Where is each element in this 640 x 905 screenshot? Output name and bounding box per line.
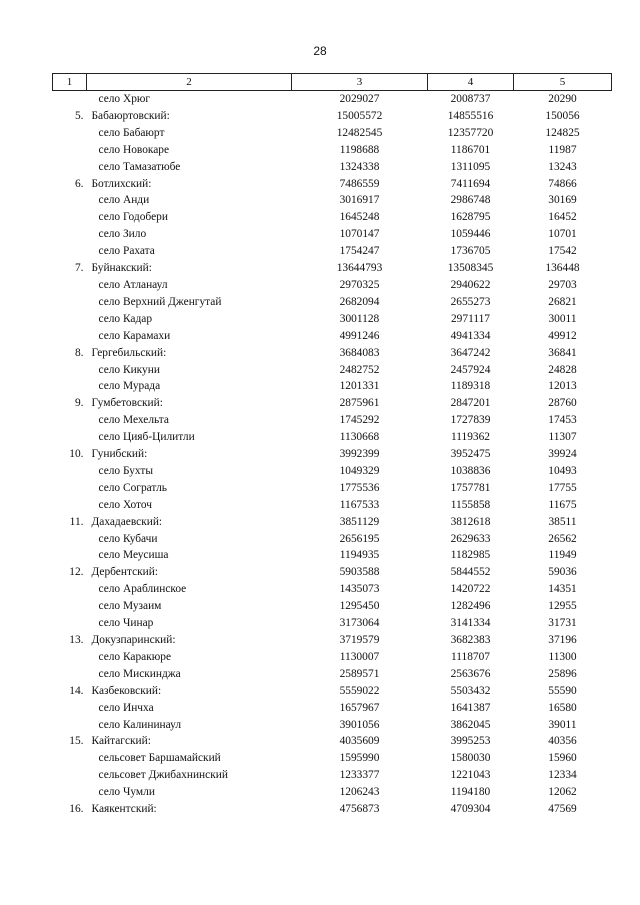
cell-col4: 1727839: [450, 414, 491, 427]
cell-col5: 30011: [548, 312, 577, 325]
row-index: 16.: [69, 803, 84, 816]
table-row: [53, 311, 612, 328]
cell-col3: 2970325: [339, 278, 380, 291]
table-row: [53, 598, 612, 615]
cell-col3: 1194935: [339, 549, 380, 562]
row-name: село Бабаюрт: [98, 126, 165, 139]
cell-col3: 3173064: [339, 617, 380, 630]
cell-col4: 4941334: [450, 329, 491, 342]
cell-col3: 2029027: [339, 93, 380, 105]
cell-col5: 17755: [548, 481, 577, 494]
cell-col5: 47569: [548, 803, 577, 816]
table-row: [53, 446, 612, 463]
cell-col4: 2655273: [450, 295, 491, 308]
row-index: [53, 429, 87, 446]
cell-col5: 28760: [548, 397, 577, 410]
cell-col4: 14855516: [447, 109, 494, 122]
cell-col3: 1775536: [339, 481, 380, 494]
cell-col5: 26562: [548, 532, 577, 545]
table-body: [53, 91, 612, 818]
cell-col4: 7411694: [450, 177, 491, 190]
cell-col4: 1736705: [450, 245, 491, 258]
cell-col3: 2589571: [339, 667, 380, 680]
table-row: [53, 395, 612, 412]
cell-col5: 136448: [545, 262, 580, 275]
cell-col5: 30169: [548, 194, 577, 207]
cell-col4: 2986748: [450, 194, 491, 207]
cell-col4: 2008737: [450, 93, 491, 105]
row-name: село Верхний Дженгутай: [98, 295, 222, 308]
table-row: [53, 683, 612, 700]
row-index: [53, 531, 87, 548]
cell-col4: 3995253: [450, 735, 491, 748]
row-index: [53, 294, 87, 311]
cell-col4: 1119362: [450, 431, 491, 444]
cell-col5: 13243: [548, 160, 577, 173]
cell-col3: 13644793: [336, 262, 383, 275]
table-row: [53, 632, 612, 649]
table-row: [53, 547, 612, 564]
table-row: [53, 328, 612, 345]
cell-col3: 3001128: [339, 312, 380, 325]
row-name: село Кикуни: [98, 363, 160, 376]
row-index: 6.: [74, 177, 84, 190]
row-name: Гунибский:: [91, 448, 148, 461]
cell-col3: 2875961: [339, 397, 380, 410]
cell-col4: 1194180: [450, 786, 491, 799]
row-index: [53, 311, 87, 328]
table-row: [53, 412, 612, 429]
row-name: село Анди: [98, 194, 150, 207]
table-row: [53, 260, 612, 277]
cell-col3: 1233377: [339, 769, 380, 782]
table-row: [53, 243, 612, 260]
row-name: село Карамахи: [98, 329, 171, 342]
cell-col3: 3016917: [339, 194, 380, 207]
row-name: село Мурада: [98, 380, 161, 393]
table-row: [53, 463, 612, 480]
cell-col5: 20290: [548, 93, 577, 105]
table-row: [53, 125, 612, 142]
cell-col4: 12357720: [447, 126, 494, 139]
cell-col5: 150056: [545, 109, 580, 122]
cell-col4: 3647242: [450, 346, 491, 359]
table-row: [53, 345, 612, 362]
cell-col4: 1757781: [450, 481, 491, 494]
row-name: Кайтагский:: [91, 735, 151, 748]
row-name: село Хоточ: [98, 498, 152, 511]
cell-col5: 36841: [548, 346, 577, 359]
cell-col4: 1311095: [450, 160, 491, 173]
table-row: [53, 429, 612, 446]
table-row: [53, 767, 612, 784]
cell-col5: 14351: [548, 583, 577, 596]
column-header: 1: [53, 74, 87, 91]
row-index: [53, 412, 87, 429]
cell-col5: 55590: [548, 684, 577, 697]
cell-col3: 1435073: [339, 583, 380, 596]
row-index: [53, 666, 87, 683]
table-row: [53, 176, 612, 193]
cell-col3: 1198688: [339, 143, 380, 156]
row-name: село Чинар: [98, 617, 154, 630]
row-index: [53, 362, 87, 379]
cell-col5: 39011: [548, 718, 577, 731]
cell-col4: 1282496: [450, 600, 491, 613]
row-index: [53, 277, 87, 294]
cell-col3: 1130668: [339, 431, 380, 444]
cell-col4: 1641387: [450, 701, 491, 714]
table-row: [53, 91, 612, 108]
row-name: Каякентский:: [91, 803, 157, 816]
row-index: 10.: [69, 448, 84, 461]
cell-col4: 13508345: [447, 262, 494, 275]
row-name: сельсовет Джибахнинский: [98, 769, 228, 782]
table-row: [53, 666, 612, 683]
row-index: [53, 243, 87, 260]
cell-col5: 59036: [548, 566, 577, 579]
cell-col5: 74866: [548, 177, 577, 190]
row-index: [53, 717, 87, 734]
table-row: [53, 159, 612, 176]
cell-col5: 17542: [548, 245, 577, 258]
cell-col5: 12062: [548, 786, 577, 799]
cell-col5: 17453: [548, 414, 577, 427]
row-name: село Мискинджа: [98, 667, 181, 680]
table-row: [53, 108, 612, 125]
column-header: 3: [292, 74, 428, 91]
table-row: [53, 362, 612, 379]
row-index: [53, 378, 87, 395]
cell-col3: 15005572: [336, 109, 383, 122]
row-name: село Хрюг: [98, 93, 151, 105]
table-row: [53, 480, 612, 497]
cell-col5: 10493: [548, 464, 577, 477]
row-index: [53, 125, 87, 142]
cell-col4: 1118707: [450, 650, 491, 663]
column-header: 2: [87, 74, 292, 91]
cell-col5: 12013: [548, 380, 577, 393]
row-index: [53, 700, 87, 717]
table-row: [53, 615, 612, 632]
row-name: Ботлихский:: [91, 177, 152, 190]
row-index: [53, 209, 87, 226]
table-row: [53, 531, 612, 548]
cell-col3: 5903588: [339, 566, 380, 579]
cell-col4: 3682383: [450, 634, 491, 646]
cell-col3: 3992399: [339, 448, 380, 461]
cell-col5: 12334: [548, 769, 577, 782]
table-row: [53, 497, 612, 514]
row-index: [53, 91, 87, 108]
row-index: 8.: [74, 346, 84, 359]
cell-col5: 16452: [548, 211, 577, 224]
table-row: [53, 277, 612, 294]
cell-col5: 16580: [548, 701, 577, 714]
row-index: [53, 226, 87, 243]
row-name: село Согратль: [98, 481, 167, 494]
table-row: [53, 378, 612, 395]
row-name: Буйнакский:: [91, 262, 152, 275]
cell-col5: 12955: [548, 600, 577, 613]
row-index: 13.: [69, 634, 84, 646]
table-row: [53, 209, 612, 226]
cell-col3: 1206243: [339, 786, 380, 799]
row-name: село Меусиша: [98, 549, 169, 562]
cell-col5: 11987: [548, 143, 577, 156]
column-header: 4: [428, 74, 514, 91]
row-name: село Инчха: [98, 701, 154, 714]
row-name: Докузпаринский:: [91, 634, 176, 646]
row-index: [53, 159, 87, 176]
row-name: село Цияб-Цилитли: [98, 431, 195, 444]
table-row: [53, 801, 612, 818]
cell-col5: 10701: [548, 228, 577, 241]
row-index: 15.: [69, 735, 84, 748]
cell-col4: 1628795: [450, 211, 491, 224]
cell-col3: 1324338: [339, 160, 380, 173]
row-index: [53, 750, 87, 767]
row-index: [53, 497, 87, 514]
cell-col4: 1182985: [450, 549, 491, 562]
row-index: 5.: [74, 109, 84, 122]
table-row: [53, 733, 612, 750]
cell-col5: 11949: [548, 549, 577, 562]
row-index: [53, 615, 87, 632]
row-name: село Калининаул: [98, 718, 182, 731]
row-name: село Тамазатюбе: [98, 160, 181, 173]
cell-col3: 2656195: [339, 532, 380, 545]
cell-col3: 4991246: [339, 329, 380, 342]
column-header: 5: [514, 74, 612, 91]
row-index: 7.: [74, 262, 84, 275]
cell-col5: 15960: [548, 752, 577, 765]
cell-col4: 4709304: [450, 803, 491, 816]
cell-col3: 1645248: [339, 211, 380, 224]
row-index: 12.: [69, 566, 84, 579]
row-name: село Рахата: [98, 245, 155, 258]
table-header: [53, 74, 612, 91]
cell-col3: 1745292: [339, 414, 380, 427]
cell-col5: 11307: [548, 431, 577, 444]
cell-col5: 38511: [548, 515, 577, 528]
table-row: [53, 784, 612, 801]
cell-col5: 40356: [548, 735, 577, 748]
row-name: Дербентский:: [91, 566, 159, 579]
row-name: Дахадаевский:: [91, 515, 163, 528]
row-name: Гумбетовский:: [91, 397, 163, 410]
row-name: село Новокаре: [98, 143, 170, 156]
row-name: Гергебильский:: [91, 346, 167, 359]
row-index: [53, 784, 87, 801]
cell-col4: 1221043: [450, 769, 491, 782]
cell-col3: 3901056: [339, 718, 380, 731]
page-number: 28: [313, 44, 327, 58]
cell-col4: 1580030: [450, 752, 491, 765]
cell-col4: 2940622: [450, 278, 491, 291]
cell-col3: 1201331: [339, 380, 380, 393]
row-index: 9.: [74, 397, 84, 410]
table-row: [53, 581, 612, 598]
cell-col5: 11300: [548, 650, 577, 663]
cell-col5: 26821: [548, 295, 577, 308]
cell-col4: 1155858: [450, 498, 491, 511]
cell-col5: 11675: [548, 498, 577, 511]
cell-col4: 1059446: [450, 228, 491, 241]
cell-col4: 5844552: [450, 566, 491, 579]
cell-col5: 24828: [548, 363, 577, 376]
cell-col3: 1070147: [339, 228, 380, 241]
table-row: [53, 226, 612, 243]
row-name: село Бухты: [98, 464, 153, 477]
cell-col3: 12482545: [336, 126, 383, 139]
cell-col4: 2629633: [450, 532, 491, 545]
cell-col4: 1420722: [450, 583, 491, 596]
cell-col3: 7486559: [339, 177, 380, 190]
table-row: [53, 750, 612, 767]
cell-col3: 4756873: [339, 803, 380, 816]
cell-col4: 1186701: [450, 143, 491, 156]
cell-col3: 3684083: [339, 346, 380, 359]
table-row: [53, 717, 612, 734]
row-name: село Кадар: [98, 312, 153, 325]
row-name: сельсовет Баршамайский: [98, 752, 221, 765]
row-index: [53, 767, 87, 784]
cell-col3: 1167533: [339, 498, 380, 511]
cell-col5: 49912: [548, 329, 577, 342]
cell-col4: 3141334: [450, 617, 491, 630]
row-name: село Музаим: [98, 600, 162, 613]
row-name: село Атланаул: [98, 278, 168, 291]
row-name: Бабаюртовский:: [91, 109, 170, 122]
row-index: [53, 581, 87, 598]
table-row: [53, 142, 612, 159]
cell-col4: 2847201: [450, 397, 491, 410]
cell-col3: 1657967: [339, 701, 380, 714]
cell-col4: 3812618: [450, 515, 491, 528]
cell-col3: 2682094: [339, 295, 380, 308]
table-row: [53, 514, 612, 531]
cell-col4: 1189318: [450, 380, 491, 393]
table-row: [53, 564, 612, 581]
cell-col3: 1595990: [339, 752, 380, 765]
cell-col3: 2482752: [339, 363, 380, 376]
table-row: [53, 192, 612, 209]
cell-col3: 1295450: [339, 600, 380, 613]
table-row: [53, 294, 612, 311]
table-row: [53, 649, 612, 666]
cell-col3: 3719579: [339, 634, 380, 646]
cell-col4: 2563676: [450, 667, 491, 680]
row-index: 14.: [69, 684, 84, 697]
row-name: село Араблинское: [98, 583, 187, 596]
cell-col3: 4035609: [339, 735, 380, 748]
cell-col3: 1130007: [339, 650, 380, 663]
cell-col4: 2457924: [450, 363, 491, 376]
cell-col5: 39924: [548, 448, 577, 461]
cell-col4: 1038836: [450, 464, 491, 477]
cell-col3: 3851129: [339, 515, 380, 528]
cell-col3: 5559022: [339, 684, 380, 697]
row-index: [53, 649, 87, 666]
table-row: [53, 700, 612, 717]
cell-col3: 1049329: [339, 464, 380, 477]
row-index: [53, 480, 87, 497]
cell-col4: 5503432: [450, 684, 491, 697]
cell-col4: 3862045: [450, 718, 491, 731]
row-name: село Чумли: [98, 786, 155, 799]
cell-col5: 37196: [548, 634, 577, 646]
row-name: село Кубачи: [98, 532, 158, 545]
cell-col5: 25896: [548, 667, 577, 680]
row-name: Казбековский:: [91, 684, 162, 697]
row-index: [53, 328, 87, 345]
row-name: село Каракюре: [98, 650, 172, 663]
cell-col4: 3952475: [450, 448, 491, 461]
row-name: село Зило: [98, 228, 147, 241]
cell-col4: 2971117: [450, 312, 491, 325]
cell-col5: 124825: [545, 126, 580, 139]
budget-table: [52, 73, 612, 818]
row-index: [53, 598, 87, 615]
row-index: [53, 192, 87, 209]
row-index: [53, 463, 87, 480]
row-name: село Мехельта: [98, 414, 169, 427]
cell-col3: 1754247: [339, 245, 380, 258]
row-index: [53, 142, 87, 159]
row-name: село Годобери: [98, 211, 168, 224]
row-index: 11.: [69, 515, 84, 528]
cell-col5: 31731: [548, 617, 577, 630]
cell-col5: 29703: [548, 278, 577, 291]
row-index: [53, 547, 87, 564]
